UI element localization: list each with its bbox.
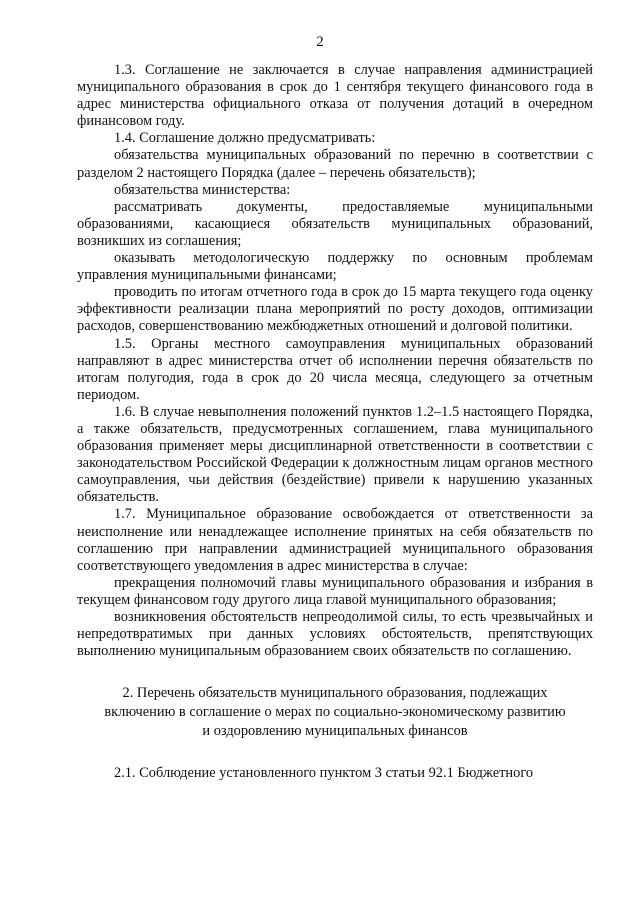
paragraph-1-4-ministry-obligations: обязательства министерства: bbox=[114, 181, 291, 198]
paragraph-1-7: 1.7. Муниципальное образование освобождается от ответственности за неисполнение или ненадлежащее исполнение принятых на себя обязательств по соглашению при направлении администрацией муниципального образования соответствующего уведомления в адрес министерства в случае: bbox=[77, 506, 593, 574]
section-2-heading bbox=[77, 684, 593, 741]
paragraph-1-6: 1.6. В случае невыполнения положений пунктов 1.2–1.5 настоящего Порядка, а также обязательств, предусмотренных соглашением, глава муниципального образования применяет меры дисциплинарной ответственности в соответствии с законодательством Российской Федерации к должностным лицам органов местного самоуправления, чьи действия (бездействие) привели к нарушению указанных обязательств. bbox=[77, 403, 593, 506]
paragraph-1-4-municipal-obligations: обязательства муниципальных образований по перечню в соответствии с разделом 2 настоящего Порядка (далее – перечень обязательств); bbox=[77, 147, 593, 181]
paragraph-1-4-efficiency-assessment: проводить по итогам отчетного года в срок до 15 марта текущего года оценку эффективности реализации плана мероприятий по росту доходов, оптимизации расходов, совершенствованию межбюджетных отношений и долговой политики. bbox=[77, 284, 593, 335]
paragraph-1-4-review-documents: рассматривать документы, предоставляемые муниципальными образованиями, касающиеся обязательств муниципальных образований, возникших из соглашения; bbox=[77, 198, 593, 249]
paragraph-2-1: 2.1. Соблюдение установленного пунктом 3 статьи 92.1 Бюджетного bbox=[114, 765, 534, 782]
page-number: 2 bbox=[316, 34, 324, 50]
document-body bbox=[77, 62, 593, 782]
paragraph-1-7-force-majeure: возникновения обстоятельств непреодолимой силы, то есть чрезвычайных и непредотвратимых при данных условиях обстоятельств, препятствующих выполнению муниципальным образованием своих обязательств по соглашению. bbox=[77, 609, 593, 660]
paragraph-1-7-termination-of-powers: прекращения полномочий главы муниципального образования и избрания в текущем финансовом году другого лица главой муниципального образования; bbox=[77, 574, 593, 608]
section-heading-line-2: включению в соглашение о мерах по социально-экономическому развитию bbox=[104, 704, 566, 721]
paragraph-1-4: 1.4. Соглашение должно предусматривать: bbox=[114, 130, 376, 147]
paragraph-1-5: 1.5. Органы местного самоуправления муниципальных образований направляют в адрес министерства отчет об исполнении перечня обязательств по итогам полугодия, года в срок до 20 числа месяца, следующего за отчетным периодом. bbox=[77, 335, 593, 403]
paragraph-1-3: 1.3. Соглашение не заключается в случае направления администрацией муниципального образования в срок до 1 сентября текущего финансового года в адрес министерства официального отказа от получения дотаций в очередном финансовом году. bbox=[77, 62, 593, 130]
section-heading-line-1: 2. Перечень обязательств муниципального образования, подлежащих bbox=[122, 685, 548, 702]
paragraph-1-4-methodological-support: оказывать методологическую поддержку по основным проблемам управления муниципальными финансами; bbox=[77, 250, 593, 284]
section-heading-line-3: и оздоровлению муниципальных финансов bbox=[202, 723, 468, 740]
